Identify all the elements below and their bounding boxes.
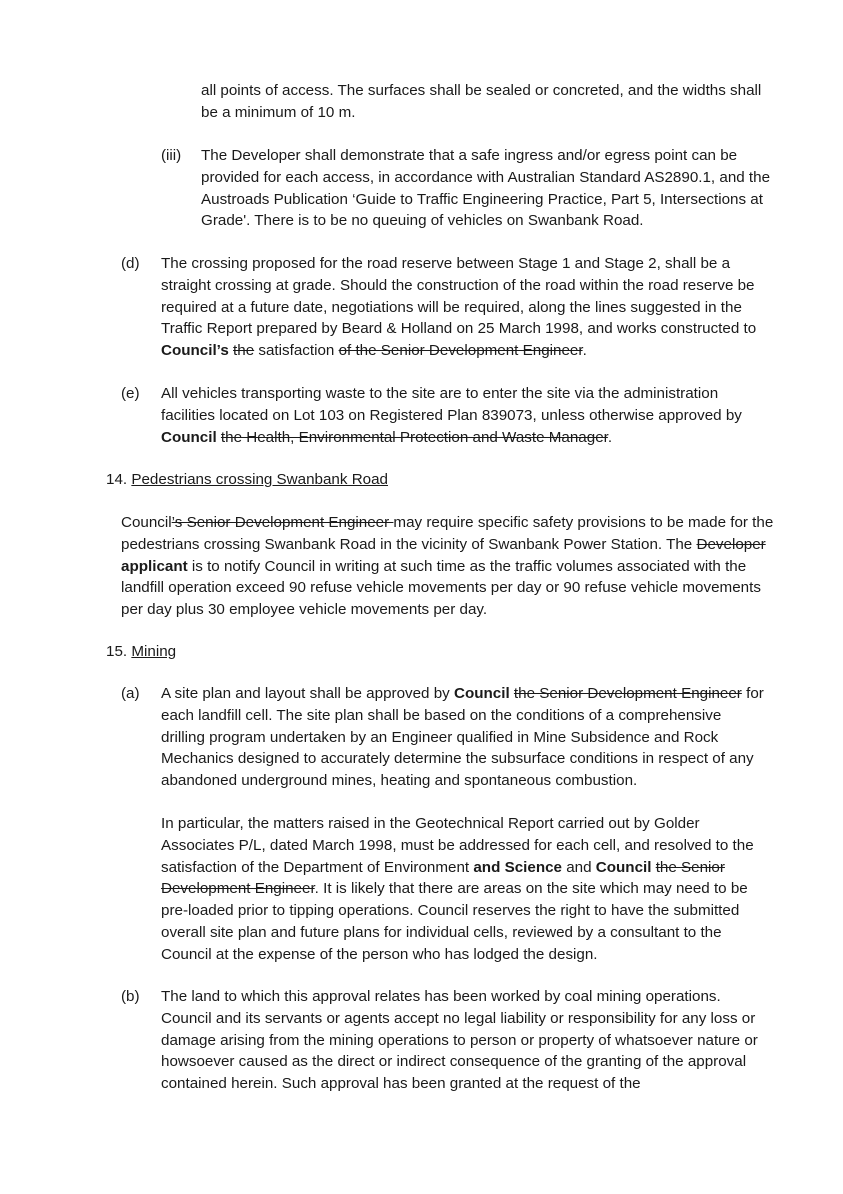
clause-15a-paragraph-2: In particular, the matters raised in the Geotechnical Report carried out by Golder Associates P/L, dated March 1998, must be addressed for each cell, and resolved to the satisfaction of the Department of Environment and Science and Council the Senior Development Engineer. It is likely that there are areas on the site which may need to be pre-loaded prior to tipping operations. Council reserves the right to have the submitted overall site plan and future plans for individual cells, reviewed by a consultant to the Council at the expense of the person who has lodged the design. — [161, 815, 754, 963]
clause-c-ii-continuation: all points of access. The surfaces shall be sealed or concreted, and the widths shall be a minimum of 10 m. — [201, 82, 762, 121]
deleted-text: of the Senior Development Engineer — [338, 342, 583, 360]
deleted-text: the — [233, 342, 255, 360]
clause-c-iii-label: (iii) — [161, 147, 182, 164]
section-14-heading: 14. Pedestrians crossing Swanbank Road — [106, 471, 389, 488]
clause-15b-text: The land to which this approval relates has been worked by coal mining operations. Council and its servants or agents accept no legal liability or responsibility for any loss or damage arising from the mining operations to person or property of whatsoever nature or howsoever caused as the direct or indirect consequence of the granting of the approval contained herein. Such approval has been granted at the request of the — [161, 988, 758, 1093]
clause-d-text: The crossing proposed for the road reserve between Stage 1 and Stage 2, shall be a straight crossing at grade. Should the construction of the road within the road reserve be required at a future date, negotiations will be required, along the lines suggested in the Traffic Report prepared by Beard & Holland on 25 March 1998, and works constructed to Council’s the satisfaction of the Senior Development Engineer. — [161, 255, 757, 360]
section-14-body: Council’s Senior Development Engineer may require specific safety provisions to be made for the pedestrians crossing Swanbank Road in the vicinity of Swanbank Power Station. The Developer applicant is to notify Council in writing at such time as the traffic volumes associated with the landfill operation exceed 90 refuse vehicle movements per day or 90 refuse vehicle movements per day plus 30 employee vehicle movements per day. — [121, 514, 774, 619]
clause-e-text: All vehicles transporting waste to the site are to enter the site via the administration facilities located on Lot 103 on Registered Plan 839073, unless otherwise approved by Council the Health, Environmental Protection and Waste Manager. — [161, 385, 742, 446]
deleted-text: the Health, Environmental Protection and Waste Manager — [220, 428, 608, 446]
section-15-heading: 15. Mining — [106, 643, 177, 660]
deleted-text: ’s Senior Development Engineer — [171, 514, 394, 531]
clause-15a-text: A site plan and layout shall be approved by Council the Senior Development Engineer for each landfill cell. The site plan shall be based on the conditions of a comprehensive drilling program undertaken by an Engineer qualified in Mine Subsidence and Rock Mechanics designed to accurately determine the subsurface conditions in respect of any abandoned underground mines, heating and spontaneous combustion. — [161, 685, 764, 790]
deleted-text: the Senior Development Engineer — [513, 685, 742, 702]
clause-c-iii-text: The Developer shall demonstrate that a safe ingress and/or egress point can be provided for each access, in accordance with Australian Standard AS2890.1, and the Austroads Publication ‘Guide to Traffic Engineering Practice, Part 5, Intersections at Grade'. There is to be no queuing of vehicles on Swanbank Road. — [201, 147, 771, 230]
clause-e-label: (e) — [121, 385, 140, 402]
deleted-text: the Senior Development Engineer — [161, 858, 725, 898]
deleted-text: Developer — [696, 535, 766, 553]
clause-d-label: (d) — [121, 255, 140, 272]
clause-15b-label: (b) — [121, 988, 140, 1005]
clause-15a-label: (a) — [121, 685, 140, 702]
